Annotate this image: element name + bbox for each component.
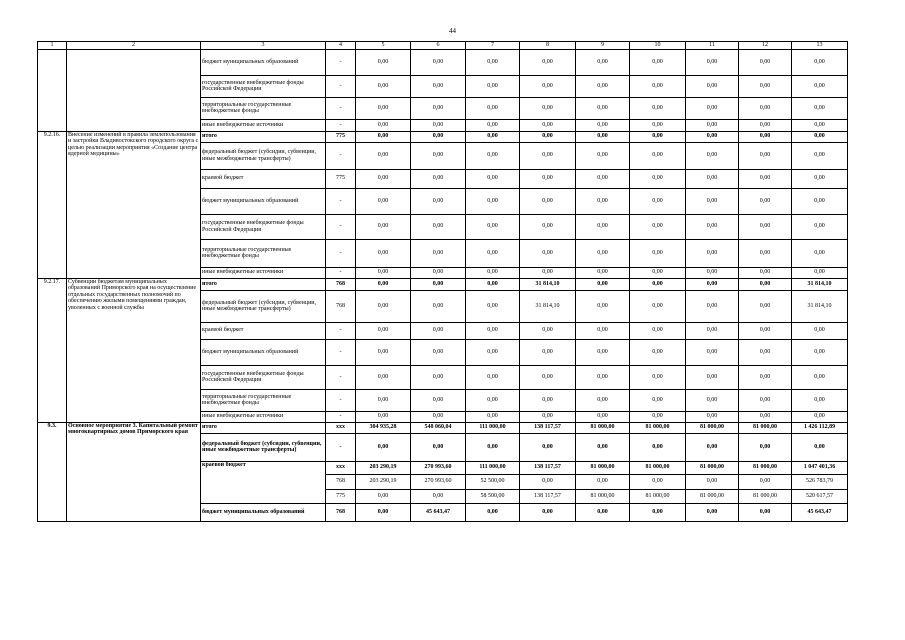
- amount-cell: 0,00: [466, 142, 520, 169]
- amount-cell: 0,00: [792, 239, 848, 267]
- amount-cell: 0,00: [686, 474, 739, 489]
- amount-cell: 0,00: [356, 131, 411, 142]
- amount-cell: 0,00: [630, 365, 686, 389]
- budget-code: -: [326, 239, 356, 267]
- budget-code: 775: [326, 489, 356, 503]
- amount-cell: 0,00: [739, 97, 792, 119]
- funding-source: федеральный бюджет (субсидии, субвенции, иные межбюджетные трансферты): [201, 433, 326, 461]
- amount-cell: 0,00: [630, 411, 686, 422]
- amount-cell: 0,00: [356, 503, 411, 521]
- amount-cell: 0,00: [630, 339, 686, 365]
- amount-cell: 0,00: [520, 322, 576, 339]
- funding-source: территориальные государственные внебюджетные фонды: [201, 239, 326, 267]
- amount-cell: 0,00: [520, 119, 576, 131]
- amount-cell: 0,00: [356, 169, 411, 188]
- amount-cell: 0,00: [466, 131, 520, 142]
- column-header: 11: [686, 42, 739, 50]
- amount-cell: 0,00: [630, 389, 686, 411]
- amount-cell: 0,00: [520, 131, 576, 142]
- amount-cell: 81 000,00: [576, 489, 630, 503]
- amount-cell: 45 643,47: [792, 503, 848, 521]
- amount-cell: 0,00: [520, 503, 576, 521]
- column-header: 5: [356, 42, 411, 50]
- amount-cell: 0,00: [686, 290, 739, 322]
- amount-cell: 0,00: [411, 433, 466, 461]
- budget-code: -: [326, 119, 356, 131]
- column-header: 2: [67, 42, 201, 50]
- amount-cell: 0,00: [792, 433, 848, 461]
- amount-cell: 0,00: [466, 169, 520, 188]
- amount-cell: 0,00: [356, 49, 411, 75]
- budget-code: -: [326, 142, 356, 169]
- amount-cell: 0,00: [739, 214, 792, 239]
- table-row: [38, 131, 848, 142]
- amount-cell: 31 814,10: [520, 290, 576, 322]
- budget-code: 768: [326, 503, 356, 521]
- funding-source: иные внебюджетные источники: [201, 411, 326, 422]
- amount-cell: 0,00: [466, 267, 520, 278]
- amount-cell: 81 000,00: [630, 422, 686, 433]
- amount-cell: 0,00: [411, 339, 466, 365]
- amount-cell: 81 000,00: [576, 422, 630, 433]
- amount-cell: 0,00: [466, 214, 520, 239]
- page-number: 44: [449, 27, 456, 35]
- amount-cell: 0,00: [466, 503, 520, 521]
- amount-cell: 0,00: [411, 119, 466, 131]
- amount-cell: 0,00: [630, 322, 686, 339]
- amount-cell: 0,00: [576, 290, 630, 322]
- amount-cell: 81 000,00: [686, 422, 739, 433]
- amount-cell: 0,00: [356, 489, 411, 503]
- funding-source: государственные внебюджетные фонды Российской Федерации: [201, 214, 326, 239]
- amount-cell: 0,00: [576, 188, 630, 214]
- amount-cell: 304 935,28: [356, 422, 411, 433]
- amount-cell: 0,00: [739, 290, 792, 322]
- amount-cell: 0,00: [686, 411, 739, 422]
- amount-cell: 0,00: [466, 389, 520, 411]
- budget-code: 768: [326, 474, 356, 489]
- budget-code: 775: [326, 169, 356, 188]
- amount-cell: 0,00: [356, 142, 411, 169]
- amount-cell: 0,00: [356, 75, 411, 97]
- amount-cell: 0,00: [466, 239, 520, 267]
- amount-cell: 0,00: [630, 75, 686, 97]
- amount-cell: 526 783,79: [792, 474, 848, 489]
- amount-cell: 0,00: [411, 75, 466, 97]
- amount-cell: 0,00: [466, 411, 520, 422]
- amount-cell: 0,00: [739, 339, 792, 365]
- amount-cell: 0,00: [630, 131, 686, 142]
- item-number: [38, 49, 67, 131]
- amount-cell: 0,00: [630, 433, 686, 461]
- amount-cell: 0,00: [686, 433, 739, 461]
- amount-cell: 0,00: [411, 188, 466, 214]
- amount-cell: 0,00: [739, 503, 792, 521]
- budget-code: -: [326, 267, 356, 278]
- amount-cell: 0,00: [576, 49, 630, 75]
- amount-cell: 0,00: [466, 188, 520, 214]
- amount-cell: 0,00: [411, 322, 466, 339]
- amount-cell: 0,00: [686, 322, 739, 339]
- amount-cell: 0,00: [520, 169, 576, 188]
- budget-code: -: [326, 411, 356, 422]
- amount-cell: 0,00: [520, 142, 576, 169]
- budget-code: -: [326, 322, 356, 339]
- amount-cell: 0,00: [686, 503, 739, 521]
- amount-cell: 0,00: [686, 267, 739, 278]
- amount-cell: 0,00: [576, 433, 630, 461]
- table-row: [38, 49, 848, 75]
- amount-cell: 81 000,00: [686, 461, 739, 474]
- amount-cell: 0,00: [630, 214, 686, 239]
- amount-cell: 0,00: [576, 503, 630, 521]
- item-number: 9.3.: [38, 422, 67, 521]
- funding-source: территориальные государственные внебюджетные фонды: [201, 97, 326, 119]
- amount-cell: 58 500,00: [466, 489, 520, 503]
- amount-cell: 0,00: [576, 267, 630, 278]
- amount-cell: 0,00: [411, 389, 466, 411]
- funding-source: итого: [201, 278, 326, 290]
- amount-cell: 0,00: [576, 278, 630, 290]
- funding-source: бюджет муниципальных образований: [201, 188, 326, 214]
- amount-cell: 0,00: [520, 97, 576, 119]
- amount-cell: 0,00: [356, 267, 411, 278]
- amount-cell: 81 000,00: [739, 422, 792, 433]
- item-name: Внесение изменений в правила землепользования и застройки Владивостокского городского округа с целью реализации мероприятия «Создание центра ядерной медицины»: [67, 131, 201, 278]
- amount-cell: 203 290,19: [356, 474, 411, 489]
- amount-cell: 0,00: [792, 339, 848, 365]
- amount-cell: 0,00: [686, 365, 739, 389]
- amount-cell: 138 117,57: [520, 461, 576, 474]
- amount-cell: 0,00: [576, 239, 630, 267]
- budget-code: -: [326, 339, 356, 365]
- amount-cell: 0,00: [630, 267, 686, 278]
- amount-cell: 0,00: [411, 290, 466, 322]
- amount-cell: 0,00: [356, 365, 411, 389]
- amount-cell: 0,00: [411, 489, 466, 503]
- amount-cell: 0,00: [576, 214, 630, 239]
- budget-code: -: [326, 188, 356, 214]
- amount-cell: 31 814,10: [520, 278, 576, 290]
- column-header: 3: [201, 42, 326, 50]
- amount-cell: 0,00: [466, 365, 520, 389]
- column-header: 10: [630, 42, 686, 50]
- funding-source: государственные внебюджетные фонды Российской Федерации: [201, 75, 326, 97]
- amount-cell: 0,00: [411, 239, 466, 267]
- amount-cell: 0,00: [356, 322, 411, 339]
- amount-cell: 0,00: [520, 339, 576, 365]
- amount-cell: 0,00: [739, 142, 792, 169]
- amount-cell: 0,00: [576, 131, 630, 142]
- funding-source: бюджет муниципальных образований: [201, 339, 326, 365]
- budget-code: 768: [326, 278, 356, 290]
- amount-cell: 0,00: [576, 75, 630, 97]
- amount-cell: 1 047 401,36: [792, 461, 848, 474]
- amount-cell: 0,00: [576, 119, 630, 131]
- amount-cell: 138 117,57: [520, 489, 576, 503]
- amount-cell: 0,00: [686, 389, 739, 411]
- funding-source: территориальные государственные внебюджетные фонды: [201, 389, 326, 411]
- amount-cell: 0,00: [576, 474, 630, 489]
- amount-cell: 0,00: [466, 339, 520, 365]
- amount-cell: 0,00: [630, 97, 686, 119]
- amount-cell: 0,00: [356, 239, 411, 267]
- amount-cell: 0,00: [630, 169, 686, 188]
- column-header: 4: [326, 42, 356, 50]
- amount-cell: 0,00: [356, 119, 411, 131]
- amount-cell: 0,00: [686, 339, 739, 365]
- amount-cell: 0,00: [686, 75, 739, 97]
- amount-cell: 0,00: [466, 119, 520, 131]
- amount-cell: 0,00: [356, 339, 411, 365]
- amount-cell: 0,00: [630, 142, 686, 169]
- funding-source: федеральный бюджет (субсидии, субвенции, иные межбюджетные трансферты): [201, 142, 326, 169]
- amount-cell: 52 500,00: [466, 474, 520, 489]
- funding-source: краевой бюджет: [201, 322, 326, 339]
- table-row: [38, 278, 848, 290]
- amount-cell: 0,00: [411, 365, 466, 389]
- amount-cell: 0,00: [411, 131, 466, 142]
- amount-cell: 0,00: [356, 188, 411, 214]
- amount-cell: 0,00: [739, 169, 792, 188]
- budget-code: ххх: [326, 422, 356, 433]
- amount-cell: 0,00: [576, 411, 630, 422]
- amount-cell: 81 000,00: [630, 461, 686, 474]
- funding-source: бюджет муниципальных образований: [201, 503, 326, 521]
- amount-cell: 0,00: [739, 278, 792, 290]
- amount-cell: 0,00: [739, 322, 792, 339]
- amount-cell: 0,00: [466, 322, 520, 339]
- amount-cell: 0,00: [686, 214, 739, 239]
- amount-cell: 0,00: [466, 433, 520, 461]
- amount-cell: 0,00: [792, 131, 848, 142]
- funding-source: итого: [201, 422, 326, 433]
- amount-cell: 0,00: [411, 49, 466, 75]
- amount-cell: 0,00: [356, 290, 411, 322]
- amount-cell: 0,00: [686, 169, 739, 188]
- amount-cell: 0,00: [630, 474, 686, 489]
- amount-cell: 0,00: [739, 239, 792, 267]
- amount-cell: 0,00: [792, 389, 848, 411]
- funding-source: краевой бюджет: [201, 461, 326, 503]
- column-header: 12: [739, 42, 792, 50]
- amount-cell: 0,00: [356, 278, 411, 290]
- amount-cell: 81 000,00: [630, 489, 686, 503]
- amount-cell: 0,00: [356, 389, 411, 411]
- amount-cell: 0,00: [792, 214, 848, 239]
- amount-cell: 81 000,00: [739, 461, 792, 474]
- budget-code: -: [326, 214, 356, 239]
- amount-cell: 0,00: [739, 389, 792, 411]
- amount-cell: 0,00: [520, 49, 576, 75]
- budget-code: -: [326, 97, 356, 119]
- amount-cell: 0,00: [686, 278, 739, 290]
- amount-cell: 0,00: [356, 433, 411, 461]
- column-header: 8: [520, 42, 576, 50]
- amount-cell: 0,00: [630, 503, 686, 521]
- amount-cell: 31 814,10: [792, 290, 848, 322]
- item-number: 9.2.17.: [38, 278, 67, 422]
- amount-cell: 0,00: [411, 278, 466, 290]
- amount-cell: 1 426 112,89: [792, 422, 848, 433]
- budget-code: 768: [326, 290, 356, 322]
- budget-code: -: [326, 433, 356, 461]
- amount-cell: 81 000,00: [686, 489, 739, 503]
- amount-cell: 138 117,57: [520, 422, 576, 433]
- budget-code: 775: [326, 131, 356, 142]
- amount-cell: 0,00: [466, 97, 520, 119]
- amount-cell: 0,00: [686, 142, 739, 169]
- header-row: [38, 42, 848, 50]
- amount-cell: 520 617,57: [792, 489, 848, 503]
- amount-cell: 0,00: [411, 411, 466, 422]
- amount-cell: 548 060,04: [411, 422, 466, 433]
- amount-cell: 0,00: [576, 339, 630, 365]
- amount-cell: 0,00: [630, 49, 686, 75]
- amount-cell: 0,00: [411, 142, 466, 169]
- amount-cell: 0,00: [686, 131, 739, 142]
- amount-cell: 0,00: [630, 188, 686, 214]
- amount-cell: 45 643,47: [411, 503, 466, 521]
- amount-cell: 0,00: [520, 239, 576, 267]
- amount-cell: 111 000,00: [466, 461, 520, 474]
- amount-cell: 0,00: [576, 389, 630, 411]
- amount-cell: 0,00: [792, 365, 848, 389]
- column-header: 1: [38, 42, 67, 50]
- amount-cell: 0,00: [630, 239, 686, 267]
- amount-cell: 0,00: [739, 119, 792, 131]
- funding-source: краевой бюджет: [201, 169, 326, 188]
- amount-cell: 0,00: [686, 188, 739, 214]
- amount-cell: 0,00: [520, 365, 576, 389]
- funding-source: итого: [201, 131, 326, 142]
- amount-cell: 0,00: [576, 169, 630, 188]
- amount-cell: 0,00: [356, 97, 411, 119]
- budget-code: ххх: [326, 461, 356, 474]
- amount-cell: 0,00: [739, 433, 792, 461]
- amount-cell: 0,00: [630, 119, 686, 131]
- amount-cell: 0,00: [792, 97, 848, 119]
- amount-cell: 0,00: [576, 365, 630, 389]
- amount-cell: 0,00: [576, 97, 630, 119]
- table-row: [38, 422, 848, 433]
- amount-cell: 0,00: [520, 214, 576, 239]
- funding-source: бюджет муниципальных образований: [201, 49, 326, 75]
- column-header: 6: [411, 42, 466, 50]
- amount-cell: 0,00: [630, 278, 686, 290]
- amount-cell: 0,00: [792, 142, 848, 169]
- amount-cell: 0,00: [356, 214, 411, 239]
- amount-cell: 0,00: [792, 169, 848, 188]
- amount-cell: 0,00: [739, 365, 792, 389]
- amount-cell: 0,00: [520, 75, 576, 97]
- budget-code: -: [326, 75, 356, 97]
- funding-source: федеральный бюджет (субсидии, субвенции, иные межбюджетные трансферты): [201, 290, 326, 322]
- amount-cell: 0,00: [411, 97, 466, 119]
- amount-cell: 81 000,00: [739, 489, 792, 503]
- amount-cell: 0,00: [411, 267, 466, 278]
- column-header: 13: [792, 42, 848, 50]
- amount-cell: 0,00: [792, 188, 848, 214]
- amount-cell: 0,00: [686, 49, 739, 75]
- amount-cell: 31 814,10: [792, 278, 848, 290]
- amount-cell: 0,00: [739, 474, 792, 489]
- amount-cell: 0,00: [520, 389, 576, 411]
- amount-cell: 0,00: [739, 75, 792, 97]
- amount-cell: 0,00: [739, 188, 792, 214]
- amount-cell: 0,00: [739, 411, 792, 422]
- amount-cell: 0,00: [411, 169, 466, 188]
- funding-source: иные внебюджетные источники: [201, 119, 326, 131]
- item-name: Субвенции бюджетам муниципальных образований Приморского края на осуществление отдельных государственных полномочий по обеспечению жилыми помещениями граждан, уволенных с военной службы: [67, 278, 201, 422]
- amount-cell: 111 000,00: [466, 422, 520, 433]
- amount-cell: 0,00: [576, 322, 630, 339]
- amount-cell: 0,00: [792, 322, 848, 339]
- budget-table: [37, 41, 848, 522]
- amount-cell: 0,00: [686, 239, 739, 267]
- amount-cell: 0,00: [466, 290, 520, 322]
- amount-cell: 203 290,19: [356, 461, 411, 474]
- amount-cell: 0,00: [520, 433, 576, 461]
- budget-code: -: [326, 49, 356, 75]
- amount-cell: 0,00: [686, 97, 739, 119]
- amount-cell: 270 993,60: [411, 461, 466, 474]
- amount-cell: 0,00: [520, 188, 576, 214]
- amount-cell: 0,00: [356, 411, 411, 422]
- amount-cell: 0,00: [520, 411, 576, 422]
- amount-cell: 0,00: [466, 75, 520, 97]
- amount-cell: 0,00: [792, 267, 848, 278]
- item-number: 9.2.16.: [38, 131, 67, 278]
- amount-cell: 0,00: [686, 119, 739, 131]
- amount-cell: 270 993,60: [411, 474, 466, 489]
- budget-code: -: [326, 389, 356, 411]
- amount-cell: 0,00: [520, 474, 576, 489]
- amount-cell: 0,00: [466, 49, 520, 75]
- amount-cell: 0,00: [792, 411, 848, 422]
- column-header: 7: [466, 42, 520, 50]
- amount-cell: 81 000,00: [576, 461, 630, 474]
- amount-cell: 0,00: [466, 278, 520, 290]
- column-header: 9: [576, 42, 630, 50]
- amount-cell: 0,00: [576, 142, 630, 169]
- amount-cell: 0,00: [411, 214, 466, 239]
- amount-cell: 0,00: [739, 131, 792, 142]
- amount-cell: 0,00: [792, 75, 848, 97]
- item-name: Основное мероприятие 3. Капитальный ремонт многоквартирных домов Приморского края: [67, 422, 201, 521]
- funding-source: государственные внебюджетные фонды Российской Федерации: [201, 365, 326, 389]
- amount-cell: 0,00: [792, 119, 848, 131]
- amount-cell: 0,00: [739, 267, 792, 278]
- budget-code: -: [326, 365, 356, 389]
- amount-cell: 0,00: [520, 267, 576, 278]
- amount-cell: 0,00: [739, 49, 792, 75]
- amount-cell: 0,00: [630, 290, 686, 322]
- amount-cell: 0,00: [792, 49, 848, 75]
- item-name: [67, 49, 201, 131]
- funding-source: иные внебюджетные источники: [201, 267, 326, 278]
